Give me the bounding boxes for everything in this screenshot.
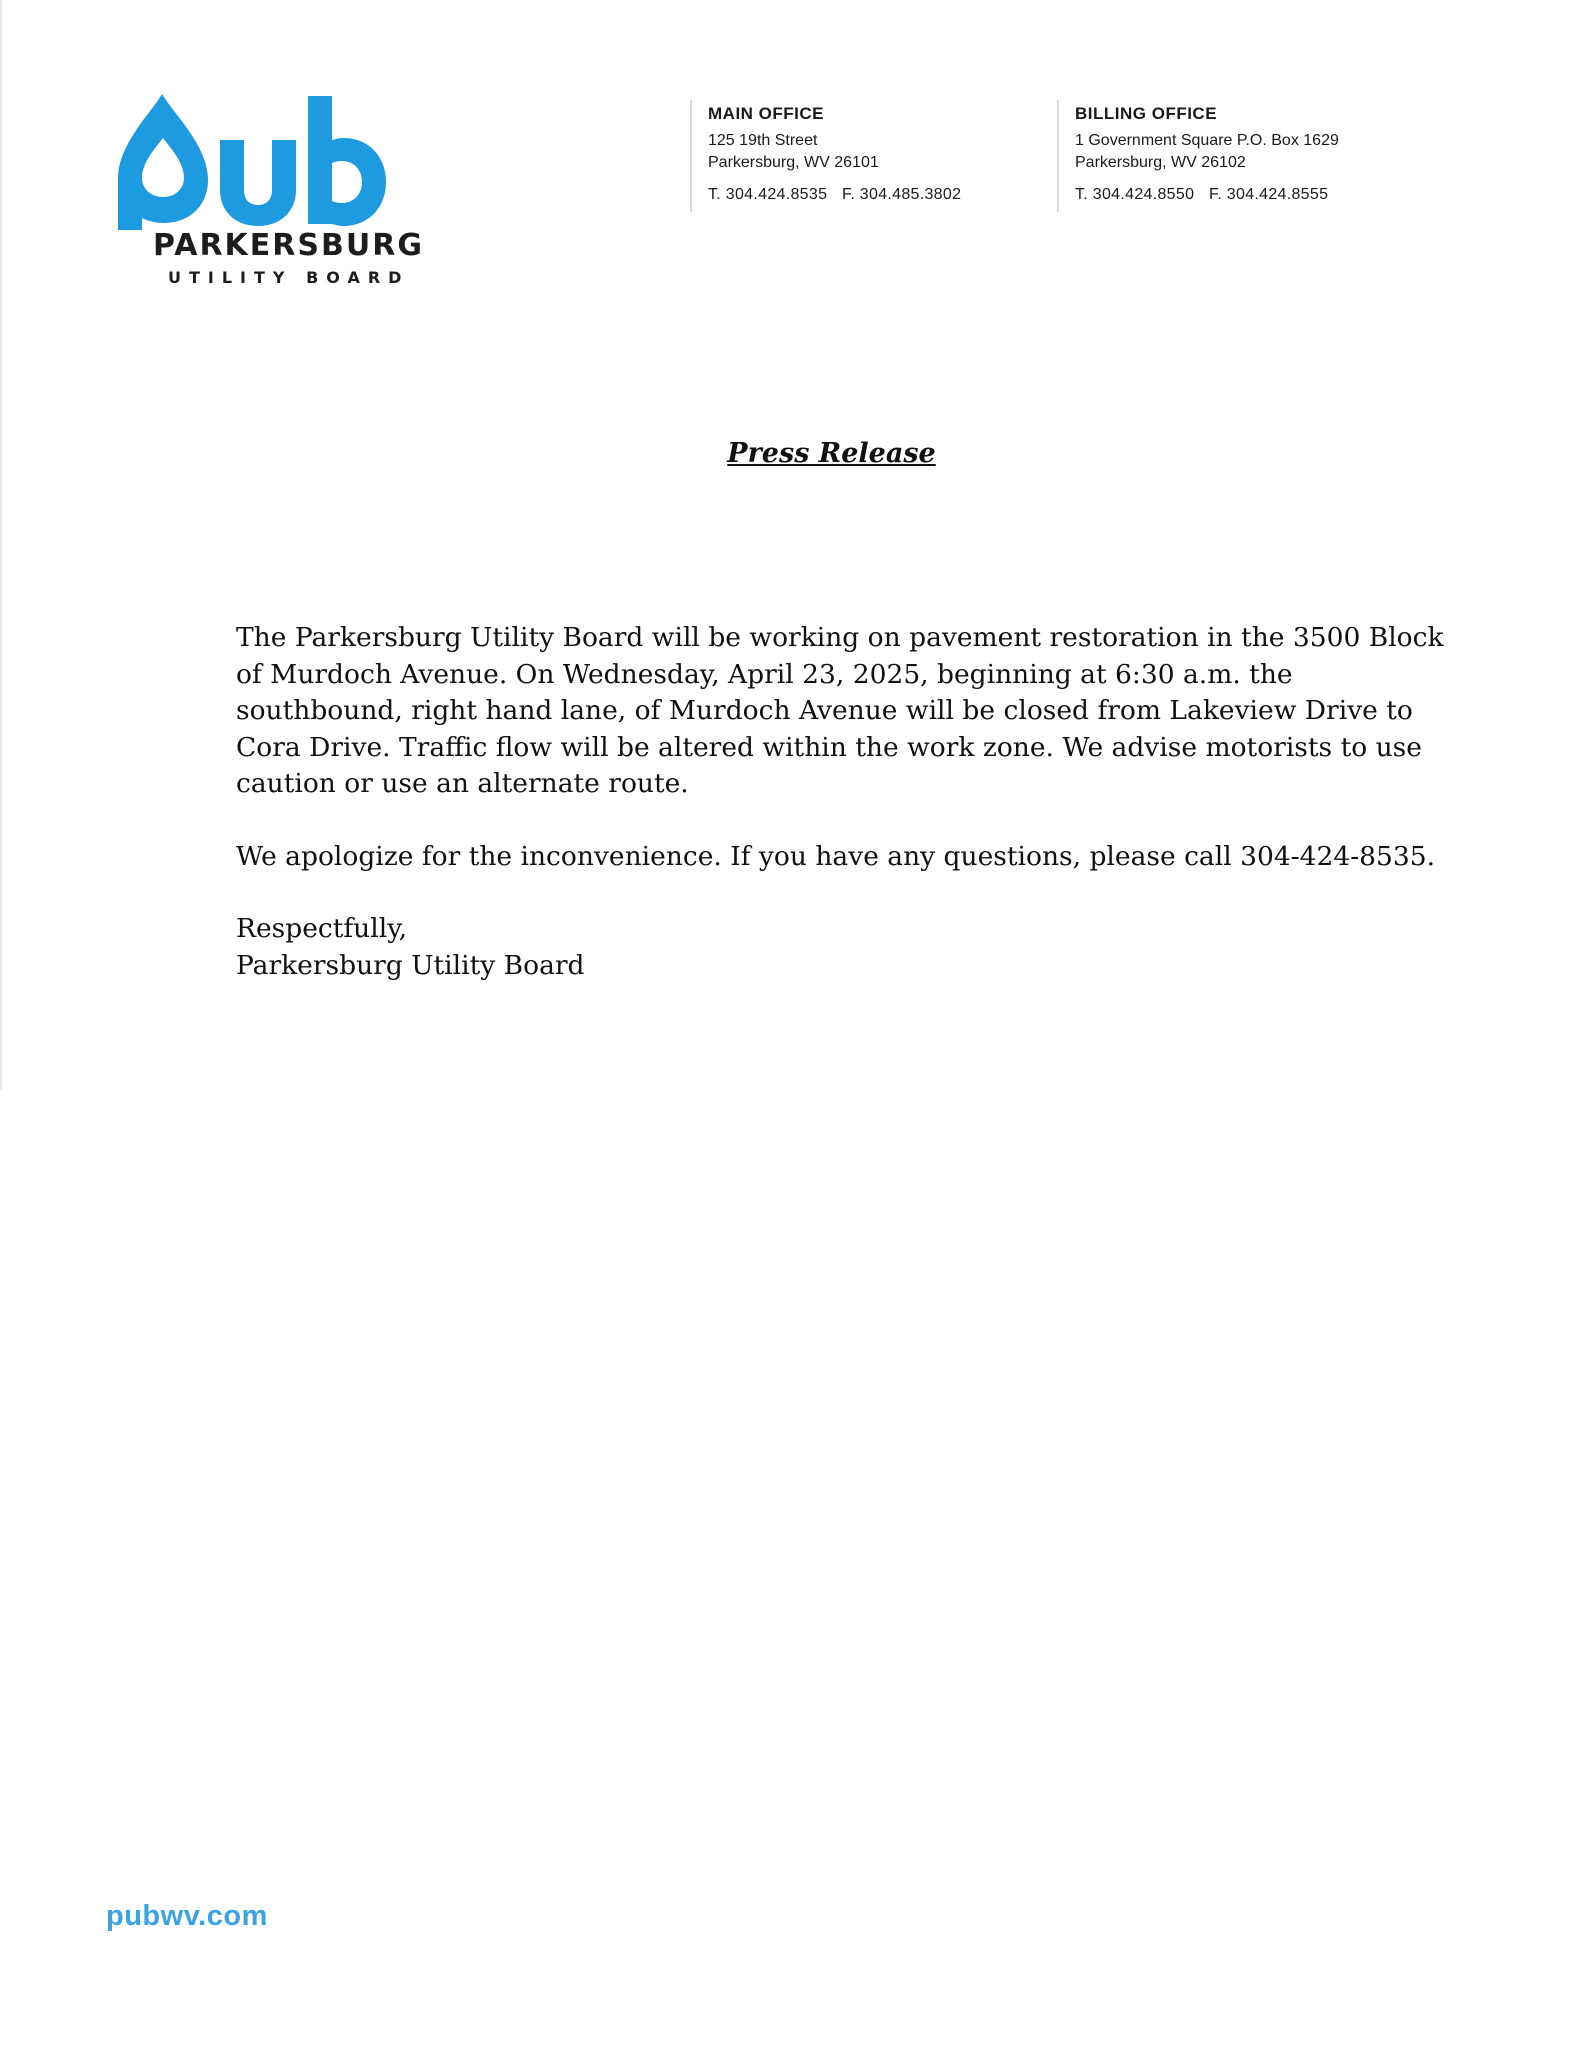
main-office-address-line2: Parkersburg, WV 26101 <box>708 154 879 171</box>
billing-office-fax: F. 304.424.8555 <box>1209 186 1329 203</box>
document-title: Press Release <box>727 438 936 469</box>
signature: Parkersburg Utility Board <box>236 949 585 981</box>
paragraph-1-line: caution or use an alternate route. <box>236 768 689 799</box>
pub-logo <box>112 90 424 290</box>
billing-office-block <box>1057 100 1339 212</box>
signature-block <box>236 911 1436 984</box>
main-office-block <box>690 100 961 212</box>
paragraph-1-line: Cora Drive. Traffic flow will be altered within the work zone. We advise motorists to use <box>236 731 1422 763</box>
logo-name: PARKERSBURG <box>153 228 424 263</box>
scan-edge-shadow <box>0 0 4 1090</box>
press-release-body <box>236 620 1444 984</box>
closing: Respectfully, <box>236 913 408 944</box>
footer-website-link[interactable]: pubwv.com <box>106 1900 268 1932</box>
pub-wordmark-icon <box>112 90 392 230</box>
main-office-address-line1: 125 19th Street <box>708 132 818 149</box>
billing-office-heading: BILLING OFFICE <box>1075 104 1218 123</box>
paragraph-2 <box>236 839 1436 876</box>
paragraph-1-line: southbound, right hand lane, of Murdoch Avenue will be closed from Lakeview Drive to <box>236 695 1413 726</box>
billing-office-phone: T. 304.424.8550 <box>1075 186 1195 203</box>
main-office-phone: T. 304.424.8535 <box>708 186 828 203</box>
main-office-heading: MAIN OFFICE <box>708 104 824 123</box>
paragraph-1 <box>236 620 1444 803</box>
paragraph-1-line: of Murdoch Avenue. On Wednesday, April 23, 2025, beginning at 6:30 a.m. the <box>236 658 1293 690</box>
logo-subtitle: UTILITY BOARD <box>168 268 410 287</box>
billing-office-address-line2: Parkersburg, WV 26102 <box>1075 154 1246 171</box>
paragraph-1-line: The Parkersburg Utility Board will be working on pavement restoration in the 3500 Block <box>236 622 1444 653</box>
paragraph-2-text: We apologize for the inconvenience. If you have any questions, please call 304-424-8535. <box>236 840 1436 872</box>
main-office-fax: F. 304.485.3802 <box>842 186 962 203</box>
billing-office-address-line1: 1 Government Square P.O. Box 1629 <box>1075 132 1339 149</box>
